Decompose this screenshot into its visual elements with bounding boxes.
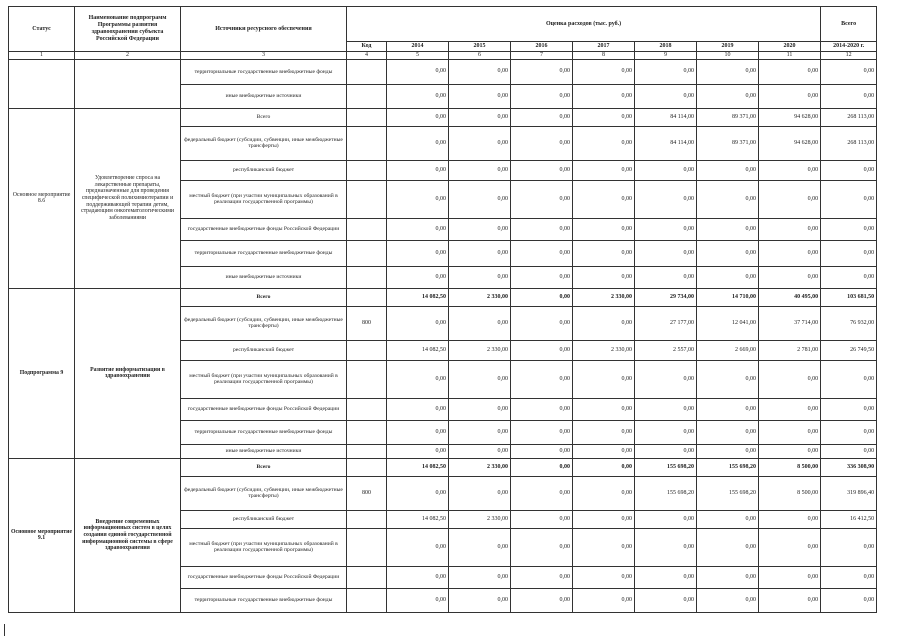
year-value: 0,00 xyxy=(573,510,635,528)
year-value: 0,00 xyxy=(449,160,511,180)
funding-source: местный бюджет (при участии муниципальных образований в реализации государственной программы) xyxy=(181,360,347,398)
year-value: 0,00 xyxy=(635,360,697,398)
row-kod xyxy=(347,126,387,160)
year-value: 37 714,00 xyxy=(759,306,821,340)
funding-source: Всего xyxy=(181,458,347,476)
year-value: 40 495,00 xyxy=(759,288,821,306)
year-value: 27 177,00 xyxy=(635,306,697,340)
year-value: 0,00 xyxy=(635,588,697,612)
year-value: 2 330,00 xyxy=(449,288,511,306)
year-value: 0,00 xyxy=(511,288,573,306)
year-value: 0,00 xyxy=(511,108,573,126)
year-value: 14 082,50 xyxy=(387,510,449,528)
year-value: 0,00 xyxy=(697,160,759,180)
year-value: 0,00 xyxy=(697,240,759,266)
header-total: Всего xyxy=(821,7,877,42)
year-value: 0,00 xyxy=(449,108,511,126)
header-year: 2019 xyxy=(697,42,759,52)
year-value: 0,00 xyxy=(511,360,573,398)
year-value: 0,00 xyxy=(573,84,635,108)
year-value: 0,00 xyxy=(759,420,821,444)
column-index: 11 xyxy=(759,52,821,60)
total-value: 103 681,50 xyxy=(821,288,877,306)
year-value: 0,00 xyxy=(697,218,759,240)
total-value: 0,00 xyxy=(821,588,877,612)
funding-source: государственные внебюджетные фонды Российской Федерации xyxy=(181,218,347,240)
header-status: Статус xyxy=(9,7,75,52)
year-value: 0,00 xyxy=(511,528,573,566)
column-index: 12 xyxy=(821,52,877,60)
year-value: 0,00 xyxy=(635,444,697,458)
year-value: 0,00 xyxy=(449,306,511,340)
year-value: 0,00 xyxy=(635,510,697,528)
year-value: 84 114,00 xyxy=(635,126,697,160)
year-value: 2 669,00 xyxy=(697,340,759,360)
year-value: 14 082,50 xyxy=(387,288,449,306)
funding-source: республиканский бюджет xyxy=(181,510,347,528)
year-value: 0,00 xyxy=(511,566,573,588)
table-row xyxy=(9,458,877,476)
year-value: 0,00 xyxy=(511,476,573,510)
row-kod xyxy=(347,340,387,360)
total-value: 0,00 xyxy=(821,360,877,398)
funding-source: территориальные государственные внебюджетные фонды xyxy=(181,240,347,266)
year-value: 0,00 xyxy=(449,476,511,510)
year-value: 0,00 xyxy=(511,59,573,84)
year-value: 0,00 xyxy=(697,510,759,528)
row-kod xyxy=(347,240,387,266)
year-value: 94 628,00 xyxy=(759,108,821,126)
column-index: 3 xyxy=(181,52,347,60)
year-value: 0,00 xyxy=(573,266,635,288)
year-value: 0,00 xyxy=(635,84,697,108)
funding-source: республиканский бюджет xyxy=(181,340,347,360)
row-status: Основное мероприятие 8.6 xyxy=(9,108,75,288)
row-kod xyxy=(347,266,387,288)
year-value: 2 781,00 xyxy=(759,340,821,360)
header-year: 2017 xyxy=(573,42,635,52)
year-value: 0,00 xyxy=(635,398,697,420)
year-value: 0,00 xyxy=(449,420,511,444)
year-value: 0,00 xyxy=(573,59,635,84)
total-value: 268 113,00 xyxy=(821,126,877,160)
header-year: 2014 xyxy=(387,42,449,52)
year-value: 0,00 xyxy=(697,420,759,444)
year-value: 155 698,20 xyxy=(697,458,759,476)
year-value: 94 628,00 xyxy=(759,126,821,160)
year-value: 0,00 xyxy=(573,444,635,458)
year-value: 0,00 xyxy=(387,240,449,266)
year-value: 0,00 xyxy=(635,240,697,266)
funding-source: иные внебюджетные источники xyxy=(181,84,347,108)
year-value: 0,00 xyxy=(511,444,573,458)
year-value: 0,00 xyxy=(635,160,697,180)
year-value: 0,00 xyxy=(511,266,573,288)
row-kod: 800 xyxy=(347,306,387,340)
total-value: 0,00 xyxy=(821,218,877,240)
year-value: 0,00 xyxy=(387,476,449,510)
year-value: 0,00 xyxy=(697,566,759,588)
total-value: 0,00 xyxy=(821,59,877,84)
year-value: 0,00 xyxy=(697,59,759,84)
year-value: 0,00 xyxy=(387,566,449,588)
year-value: 2 330,00 xyxy=(449,340,511,360)
year-value: 0,00 xyxy=(387,306,449,340)
year-value: 0,00 xyxy=(387,266,449,288)
year-value: 0,00 xyxy=(635,218,697,240)
year-value: 0,00 xyxy=(511,218,573,240)
total-value: 319 896,40 xyxy=(821,476,877,510)
funding-source: местный бюджет (при участии муниципальных образований в реализации государственной программы) xyxy=(181,528,347,566)
year-value: 2 330,00 xyxy=(573,288,635,306)
year-value: 0,00 xyxy=(511,458,573,476)
header-year: 2020 xyxy=(759,42,821,52)
row-status: Подпрограмма 9 xyxy=(9,288,75,458)
column-index: 8 xyxy=(573,52,635,60)
year-value: 0,00 xyxy=(449,126,511,160)
year-value: 0,00 xyxy=(697,444,759,458)
row-kod: 800 xyxy=(347,476,387,510)
year-value: 0,00 xyxy=(449,180,511,218)
header-total-range: 2014-2020 г. xyxy=(821,42,877,52)
year-value: 0,00 xyxy=(759,84,821,108)
year-value: 0,00 xyxy=(387,528,449,566)
year-value: 0,00 xyxy=(635,180,697,218)
funding-source: территориальные государственные внебюджетные фонды xyxy=(181,420,347,444)
year-value: 8 500,00 xyxy=(759,458,821,476)
year-value: 0,00 xyxy=(387,108,449,126)
row-kod xyxy=(347,566,387,588)
total-value: 0,00 xyxy=(821,528,877,566)
year-value: 0,00 xyxy=(573,240,635,266)
year-value: 0,00 xyxy=(759,59,821,84)
year-value: 0,00 xyxy=(635,420,697,444)
year-value: 0,00 xyxy=(511,510,573,528)
year-value: 0,00 xyxy=(573,218,635,240)
budget-table xyxy=(8,6,877,613)
year-value: 0,00 xyxy=(449,528,511,566)
year-value: 0,00 xyxy=(511,398,573,420)
year-value: 0,00 xyxy=(387,84,449,108)
column-index: 7 xyxy=(511,52,573,60)
total-value: 16 412,50 xyxy=(821,510,877,528)
total-value: 0,00 xyxy=(821,180,877,218)
year-value: 0,00 xyxy=(511,84,573,108)
year-value: 0,00 xyxy=(635,528,697,566)
year-value: 0,00 xyxy=(759,160,821,180)
year-value: 0,00 xyxy=(759,240,821,266)
year-value: 14 082,50 xyxy=(387,458,449,476)
year-value: 0,00 xyxy=(449,59,511,84)
year-value: 0,00 xyxy=(449,266,511,288)
row-kod xyxy=(347,218,387,240)
year-value: 0,00 xyxy=(449,218,511,240)
year-value: 0,00 xyxy=(387,218,449,240)
row-kod xyxy=(347,398,387,420)
row-kod xyxy=(347,458,387,476)
header-year: 2018 xyxy=(635,42,697,52)
header-name: Наименование подпрограмм Программы развития здравоохранения субъекта Российской Федерации xyxy=(75,7,181,52)
row-kod xyxy=(347,108,387,126)
column-index: 6 xyxy=(449,52,511,60)
funding-source: иные внебюджетные источники xyxy=(181,266,347,288)
funding-source: местный бюджет (при участии муниципальных образований в реализации государственной программы) xyxy=(181,180,347,218)
year-value: 0,00 xyxy=(449,398,511,420)
year-value: 155 698,20 xyxy=(635,476,697,510)
year-value: 0,00 xyxy=(573,180,635,218)
funding-source: иные внебюджетные источники xyxy=(181,444,347,458)
funding-source: Всего xyxy=(181,288,347,306)
row-program-name: Внедрение современных информационных систем в целях создания единой государственной информационной системы в сфере здравоохранения xyxy=(75,458,181,612)
table-body xyxy=(9,59,877,612)
header-kod: Код xyxy=(347,42,387,52)
column-index: 9 xyxy=(635,52,697,60)
row-kod xyxy=(347,444,387,458)
total-value: 0,00 xyxy=(821,160,877,180)
year-value: 0,00 xyxy=(511,340,573,360)
row-kod xyxy=(347,420,387,444)
year-value: 0,00 xyxy=(511,588,573,612)
row-kod xyxy=(347,288,387,306)
year-value: 0,00 xyxy=(759,398,821,420)
year-value: 0,00 xyxy=(449,240,511,266)
year-value: 0,00 xyxy=(635,266,697,288)
row-kod xyxy=(347,528,387,566)
year-value: 0,00 xyxy=(449,566,511,588)
year-value: 0,00 xyxy=(511,420,573,444)
year-value: 2 330,00 xyxy=(449,458,511,476)
table-header xyxy=(9,7,877,60)
funding-source: государственные внебюджетные фонды Российской Федерации xyxy=(181,566,347,588)
year-value: 0,00 xyxy=(387,420,449,444)
year-value: 0,00 xyxy=(697,528,759,566)
funding-source: федеральный бюджет (субсидии, субвенции, иные межбюджетные трансферты) xyxy=(181,126,347,160)
year-value: 0,00 xyxy=(573,126,635,160)
year-value: 0,00 xyxy=(573,458,635,476)
year-value: 0,00 xyxy=(573,476,635,510)
year-value: 0,00 xyxy=(449,360,511,398)
year-value: 0,00 xyxy=(759,180,821,218)
header-sources: Источники ресурсного обеспечения xyxy=(181,7,347,52)
column-index: 2 xyxy=(75,52,181,60)
year-value: 84 114,00 xyxy=(635,108,697,126)
year-value: 14 710,00 xyxy=(697,288,759,306)
year-value: 89 371,00 xyxy=(697,126,759,160)
row-status xyxy=(9,59,75,108)
funding-source: Всего xyxy=(181,108,347,126)
header-estimate: Оценка расходов (тыс. руб.) xyxy=(347,7,821,42)
year-value: 0,00 xyxy=(759,588,821,612)
row-kod xyxy=(347,84,387,108)
year-value: 2 330,00 xyxy=(573,340,635,360)
year-value: 0,00 xyxy=(697,180,759,218)
year-value: 0,00 xyxy=(573,108,635,126)
year-value: 0,00 xyxy=(573,306,635,340)
column-index-row xyxy=(9,52,877,60)
row-kod xyxy=(347,59,387,84)
year-value: 0,00 xyxy=(759,528,821,566)
row-program-name: Развитие информатизации в здравоохранении xyxy=(75,288,181,458)
funding-source: федеральный бюджет (субсидии, субвенции, иные межбюджетные трансферты) xyxy=(181,306,347,340)
funding-source: государственные внебюджетные фонды Российской Федерации xyxy=(181,398,347,420)
year-value: 0,00 xyxy=(511,306,573,340)
year-value: 0,00 xyxy=(759,360,821,398)
year-value: 0,00 xyxy=(511,126,573,160)
year-value: 155 698,20 xyxy=(697,476,759,510)
column-index: 1 xyxy=(9,52,75,60)
year-value: 0,00 xyxy=(697,84,759,108)
year-value: 0,00 xyxy=(759,510,821,528)
row-kod xyxy=(347,588,387,612)
total-value: 268 113,00 xyxy=(821,108,877,126)
year-value: 0,00 xyxy=(573,528,635,566)
year-value: 0,00 xyxy=(449,588,511,612)
total-value: 76 932,00 xyxy=(821,306,877,340)
year-value: 0,00 xyxy=(635,59,697,84)
year-value: 0,00 xyxy=(759,566,821,588)
column-index: 10 xyxy=(697,52,759,60)
year-value: 0,00 xyxy=(573,420,635,444)
year-value: 0,00 xyxy=(511,160,573,180)
total-value: 0,00 xyxy=(821,84,877,108)
year-value: 0,00 xyxy=(697,398,759,420)
year-value: 12 041,00 xyxy=(697,306,759,340)
year-value: 0,00 xyxy=(759,266,821,288)
funding-source: федеральный бюджет (субсидии, субвенции, иные межбюджетные трансферты) xyxy=(181,476,347,510)
year-value: 0,00 xyxy=(697,266,759,288)
year-value: 8 500,00 xyxy=(759,476,821,510)
table-row xyxy=(9,59,877,84)
funding-source: республиканский бюджет xyxy=(181,160,347,180)
year-value: 155 698,20 xyxy=(635,458,697,476)
year-value: 0,00 xyxy=(759,444,821,458)
column-index: 4 xyxy=(347,52,387,60)
year-value: 0,00 xyxy=(573,360,635,398)
total-value: 0,00 xyxy=(821,566,877,588)
year-value: 0,00 xyxy=(511,240,573,266)
total-value: 0,00 xyxy=(821,398,877,420)
year-value: 0,00 xyxy=(449,444,511,458)
row-status: Основное мероприятие 9.1 xyxy=(9,458,75,612)
year-value: 14 082,50 xyxy=(387,340,449,360)
year-value: 0,00 xyxy=(387,180,449,218)
year-value: 0,00 xyxy=(697,588,759,612)
row-program-name xyxy=(75,59,181,108)
table-row xyxy=(9,288,877,306)
year-value: 0,00 xyxy=(635,566,697,588)
year-value: 0,00 xyxy=(759,218,821,240)
header-year: 2016 xyxy=(511,42,573,52)
header-year: 2015 xyxy=(449,42,511,52)
row-kod xyxy=(347,180,387,218)
row-kod xyxy=(347,510,387,528)
row-program-name: Удовлетворение спроса на лекарственные препараты, предназначенные для проведения специфической полихимиотерапии и поддерживающей терапии детям, страдающим онкогематологическими заболеваниями xyxy=(75,108,181,288)
year-value: 0,00 xyxy=(387,126,449,160)
year-value: 2 330,00 xyxy=(449,510,511,528)
year-value: 0,00 xyxy=(387,360,449,398)
table-row xyxy=(9,108,877,126)
year-value: 0,00 xyxy=(387,444,449,458)
year-value: 0,00 xyxy=(573,566,635,588)
year-value: 0,00 xyxy=(387,398,449,420)
year-value: 0,00 xyxy=(387,160,449,180)
total-value: 336 308,90 xyxy=(821,458,877,476)
year-value: 0,00 xyxy=(511,180,573,218)
column-index: 5 xyxy=(387,52,449,60)
year-value: 0,00 xyxy=(573,588,635,612)
year-value: 0,00 xyxy=(697,360,759,398)
year-value: 0,00 xyxy=(573,398,635,420)
funding-source: территориальные государственные внебюджетные фонды xyxy=(181,588,347,612)
year-value: 0,00 xyxy=(449,84,511,108)
total-value: 26 749,50 xyxy=(821,340,877,360)
total-value: 0,00 xyxy=(821,266,877,288)
year-value: 2 557,00 xyxy=(635,340,697,360)
row-kod xyxy=(347,160,387,180)
year-value: 0,00 xyxy=(387,59,449,84)
row-kod xyxy=(347,360,387,398)
year-value: 0,00 xyxy=(573,160,635,180)
total-value: 0,00 xyxy=(821,240,877,266)
page-edge-mark xyxy=(4,624,5,636)
total-value: 0,00 xyxy=(821,420,877,444)
year-value: 89 371,00 xyxy=(697,108,759,126)
funding-source: территориальные государственные внебюджетные фонды xyxy=(181,59,347,84)
year-value: 29 734,00 xyxy=(635,288,697,306)
year-value: 0,00 xyxy=(387,588,449,612)
total-value: 0,00 xyxy=(821,444,877,458)
